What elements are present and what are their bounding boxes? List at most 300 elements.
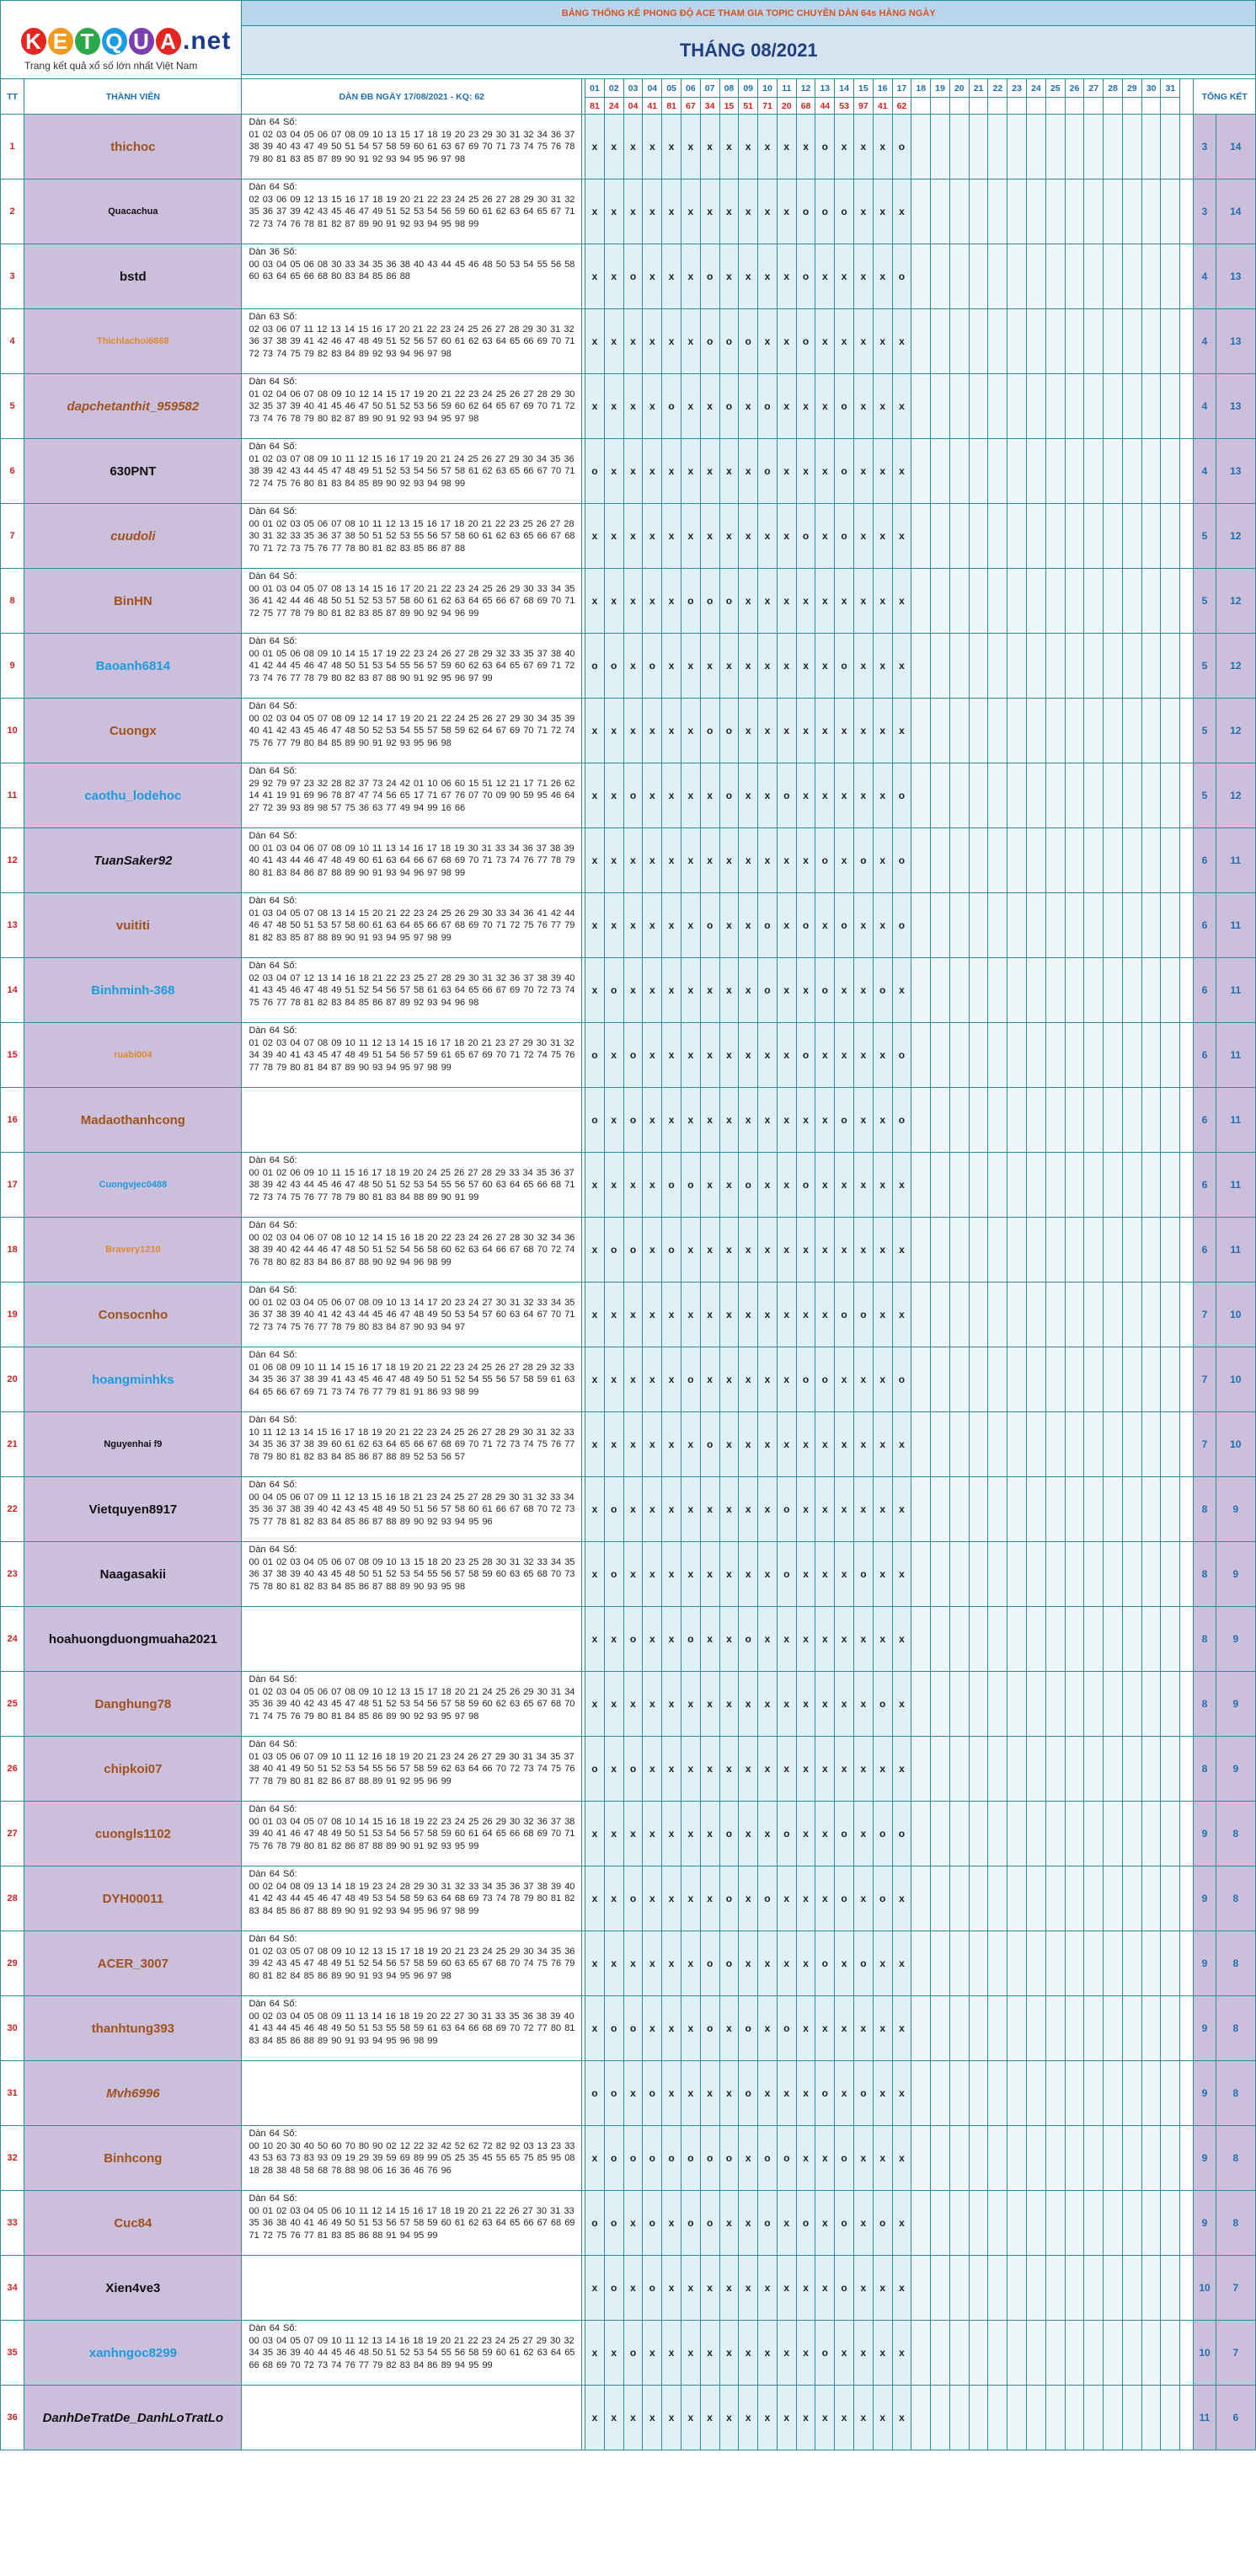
member-name[interactable]: thanhtung393: [24, 1996, 242, 2061]
row-sep: [1180, 1996, 1194, 2061]
day-mark: [969, 2126, 988, 2191]
row-sep: [1180, 2126, 1194, 2191]
dan-values: 01 02 03 05 07 08 09 10 12 13 15 17 18 19 20 21 23 24 25 29 30 34 35 36 39 42 43 45 47 48 49 51 52 54 56 57 58 59 60 63 65 67 68 70 74 75 76 79 80 81 82 84 85 86 89 90 91 93 94 95 96 97 98: [249, 1946, 575, 1981]
total-hit: 9: [1216, 1542, 1255, 1607]
day-mark: x: [739, 1931, 758, 1996]
day-mark: [988, 634, 1007, 699]
day-mark: [1122, 2256, 1141, 2321]
day-mark: [969, 115, 988, 179]
day-mark: x: [719, 1218, 739, 1283]
day-mark: o: [835, 634, 854, 699]
day-mark: [988, 115, 1007, 179]
day-mark: [1045, 374, 1065, 439]
day-mark: x: [643, 1802, 662, 1866]
day-mark: x: [758, 1283, 778, 1347]
row-sep: [1180, 2191, 1194, 2256]
dan-label: Dàn 64 Số:: [249, 1804, 297, 1814]
day-mark: x: [681, 309, 700, 374]
day-mark: [911, 1412, 931, 1477]
day-mark: x: [643, 699, 662, 763]
day-mark: [931, 2191, 950, 2256]
member-name[interactable]: Cuongx: [24, 699, 242, 763]
dan-label: Dàn 64 Số:: [249, 571, 297, 581]
day-mark: [1161, 309, 1180, 374]
member-name[interactable]: Naagasakii: [24, 1542, 242, 1607]
day-mark: x: [796, 699, 815, 763]
day-mark: [988, 1737, 1007, 1802]
day-mark: [1045, 569, 1065, 634]
member-name[interactable]: Mvh6996: [24, 2061, 242, 2126]
member-name[interactable]: Vietquyen8917: [24, 1477, 242, 1542]
day-mark: [1141, 1347, 1161, 1412]
day-mark: [1104, 569, 1123, 634]
logo-area[interactable]: [1, 1, 242, 79]
member-name[interactable]: ACER_3007: [24, 1931, 242, 1996]
day-mark: x: [739, 439, 758, 504]
day-mark: x: [719, 2191, 739, 2256]
dan-numbers: [242, 2256, 582, 2321]
day-mark: x: [777, 309, 796, 374]
dan-numbers: [242, 1931, 582, 1996]
day-mark: o: [892, 763, 911, 828]
day-mark: x: [892, 1737, 911, 1802]
day-mark: [988, 1023, 1007, 1088]
day-mark: x: [796, 2321, 815, 2386]
day-mark: [1122, 828, 1141, 893]
day-mark: o: [662, 1153, 681, 1218]
dan-label: Dàn 64 Số:: [249, 117, 297, 127]
day-mark: x: [681, 1477, 700, 1542]
day-header: 28: [1104, 79, 1123, 98]
day-mark: [931, 1866, 950, 1931]
day-mark: [1045, 893, 1065, 958]
day-mark: x: [700, 115, 719, 179]
day-mark: [1027, 2191, 1046, 2256]
day-mark: x: [623, 309, 643, 374]
day-mark: [1122, 1088, 1141, 1153]
day-mark: o: [643, 2191, 662, 2256]
day-mark: [1084, 115, 1104, 179]
day-mark: o: [700, 1931, 719, 1996]
day-result: 81: [585, 98, 605, 115]
day-mark: x: [585, 958, 605, 1023]
day-mark: x: [739, 2386, 758, 2450]
member-name[interactable]: Thichlachoi6868: [24, 309, 242, 374]
day-mark: [949, 2191, 969, 2256]
day-mark: x: [892, 1283, 911, 1347]
day-mark: x: [585, 1347, 605, 1412]
total-miss: 8: [1194, 1477, 1216, 1542]
member-name[interactable]: DYH00011: [24, 1866, 242, 1931]
member-name[interactable]: cuongls1102: [24, 1802, 242, 1866]
day-mark: [1065, 374, 1084, 439]
day-mark: x: [853, 893, 873, 958]
day-mark: o: [700, 893, 719, 958]
member-name[interactable]: thichoc: [24, 115, 242, 179]
day-mark: [988, 1607, 1007, 1672]
day-mark: x: [853, 244, 873, 309]
total-miss: 5: [1194, 763, 1216, 828]
day-mark: x: [815, 1672, 835, 1737]
day-mark: x: [777, 244, 796, 309]
dan-values: 01 06 08 09 10 11 14 15 16 17 18 19 20 21 22 23 24 25 26 27 28 29 32 33 34 35 36 37 38 39 41 43 45 46 47 48 49 50 51 52 54 55 56 57 58 59 61 63 64 65 66 67 69 71 73 74 76 77 79 81 91 86 93 98 99: [249, 1362, 575, 1397]
day-mark: x: [643, 115, 662, 179]
day-mark: [969, 309, 988, 374]
day-mark: x: [739, 569, 758, 634]
day-mark: o: [719, 1931, 739, 1996]
day-mark: x: [643, 1088, 662, 1153]
day-mark: o: [585, 2061, 605, 2126]
member-name[interactable]: vuititi: [24, 893, 242, 958]
day-mark: x: [739, 1218, 758, 1283]
row-number: 2: [1, 179, 24, 244]
day-mark: [1104, 1931, 1123, 1996]
day-mark: [1007, 504, 1027, 569]
day-mark: [1065, 1996, 1084, 2061]
day-mark: x: [604, 699, 623, 763]
day-header: 08: [719, 79, 739, 98]
day-mark: [969, 1866, 988, 1931]
day-mark: x: [662, 1996, 681, 2061]
day-mark: [988, 1672, 1007, 1737]
logo-wordmark: [21, 15, 241, 60]
day-mark: o: [739, 309, 758, 374]
day-mark: [1122, 1023, 1141, 1088]
day-mark: [949, 309, 969, 374]
day-mark: o: [873, 1672, 892, 1737]
day-mark: [1065, 1153, 1084, 1218]
day-mark: [949, 763, 969, 828]
day-mark: x: [700, 1542, 719, 1607]
day-mark: [1104, 1412, 1123, 1477]
day-mark: x: [873, 634, 892, 699]
day-mark: [1104, 115, 1123, 179]
day-mark: [1007, 1542, 1027, 1607]
day-mark: x: [623, 504, 643, 569]
day-mark: x: [796, 569, 815, 634]
day-mark: [931, 1931, 950, 1996]
member-name[interactable]: Consocnho: [24, 1283, 242, 1347]
member-name[interactable]: xanhngoc8299: [24, 2321, 242, 2386]
day-mark: x: [719, 1412, 739, 1477]
day-mark: o: [892, 115, 911, 179]
member-name[interactable]: hoangminhks: [24, 1347, 242, 1412]
day-mark: x: [739, 179, 758, 244]
day-mark: x: [739, 2191, 758, 2256]
dan-values: 00 02 03 04 06 07 08 10 12 14 15 16 18 20 22 23 24 26 27 28 30 32 34 36 38 39 40 42 44 46 47 48 50 51 52 54 56 58 60 62 63 64 66 67 68 70 72 74 76 78 80 82 83 84 86 87 88 90 92 94 96 98 99: [249, 1232, 575, 1267]
day-mark: [1141, 1477, 1161, 1542]
day-mark: [1141, 2386, 1161, 2450]
day-mark: [1045, 1347, 1065, 1412]
total-hit: 12: [1216, 634, 1255, 699]
dan-values: 00 01 02 03 05 06 07 08 10 11 12 13 15 16 17 18 20 21 22 23 25 26 27 28 30 31 32 33 35 36 37 38 50 51 52 53 55 56 57 58 60 61 62 63 65 66 67 68 70 71 72 73 75 76 77 78 80 81 82 83 85 86 87 88: [249, 518, 575, 554]
dan-label: Dàn 64 Số:: [249, 377, 297, 387]
day-mark: x: [853, 763, 873, 828]
day-mark: x: [892, 1672, 911, 1737]
day-mark: x: [815, 2191, 835, 2256]
day-mark: x: [739, 1477, 758, 1542]
day-mark: [1141, 958, 1161, 1023]
dan-numbers: [242, 2386, 582, 2450]
member-name[interactable]: Danghung78: [24, 1672, 242, 1737]
day-mark: [1045, 1218, 1065, 1283]
day-mark: x: [719, 1153, 739, 1218]
day-mark: x: [892, 1866, 911, 1931]
member-name[interactable]: bstd: [24, 244, 242, 309]
day-mark: [949, 1866, 969, 1931]
day-mark: x: [643, 1347, 662, 1412]
dan-numbers: [242, 504, 582, 569]
row-number: 24: [1, 1607, 24, 1672]
row-sep: [1180, 1023, 1194, 1088]
day-mark: o: [623, 244, 643, 309]
day-mark: x: [815, 244, 835, 309]
day-mark: x: [739, 115, 758, 179]
day-mark: [1122, 1218, 1141, 1283]
dan-numbers: [242, 439, 582, 504]
member-name[interactable]: Madaothanhcong: [24, 1088, 242, 1153]
member-name[interactable]: hoahuongduongmuaha2021: [24, 1607, 242, 1672]
day-mark: [1065, 244, 1084, 309]
day-mark: [911, 1088, 931, 1153]
day-mark: x: [758, 1153, 778, 1218]
row-sep: [1180, 2386, 1194, 2450]
row-sep: [1180, 1283, 1194, 1347]
day-mark: x: [662, 115, 681, 179]
day-mark: [1084, 828, 1104, 893]
day-mark: x: [873, 1218, 892, 1283]
dan-label: Dàn 64 Số:: [249, 2323, 297, 2333]
member-name[interactable]: ruabi004: [24, 1023, 242, 1088]
day-mark: x: [835, 2321, 854, 2386]
day-mark: [1084, 1218, 1104, 1283]
dan-label: Dàn 64 Số:: [249, 896, 297, 906]
row-number: 1: [1, 115, 24, 179]
day-mark: x: [662, 1088, 681, 1153]
day-mark: o: [892, 1802, 911, 1866]
day-mark: [1141, 763, 1161, 828]
day-mark: x: [604, 569, 623, 634]
day-mark: [931, 1283, 950, 1347]
day-mark: [1122, 763, 1141, 828]
table-row: [1, 1996, 1256, 2061]
day-mark: [1122, 1737, 1141, 1802]
day-mark: x: [643, 1412, 662, 1477]
member-name[interactable]: BinHN: [24, 569, 242, 634]
day-mark: x: [719, 1607, 739, 1672]
day-mark: [1141, 1283, 1161, 1347]
day-mark: x: [604, 763, 623, 828]
day-mark: o: [815, 179, 835, 244]
day-mark: o: [585, 2191, 605, 2256]
member-name[interactable]: Cuongvjec0488: [24, 1153, 242, 1218]
day-mark: x: [700, 504, 719, 569]
dan-values: 00 03 04 05 06 08 30 33 34 35 36 38 40 43 44 45 46 48 50 53 54 55 56 58 60 63 64 65 66 68 80 83 84 85 86 88: [249, 259, 575, 281]
day-mark: x: [700, 634, 719, 699]
day-mark: x: [892, 1153, 911, 1218]
day-mark: x: [643, 179, 662, 244]
dan-numbers: [242, 1153, 582, 1218]
day-mark: [1065, 2191, 1084, 2256]
day-mark: x: [585, 1607, 605, 1672]
day-mark: o: [777, 1542, 796, 1607]
day-mark: [1045, 115, 1065, 179]
day-mark: [1104, 1477, 1123, 1542]
day-mark: [911, 439, 931, 504]
logo-letter: Q: [102, 28, 127, 55]
day-mark: x: [853, 2191, 873, 2256]
day-mark: o: [585, 1737, 605, 1802]
total-miss: 9: [1194, 1996, 1216, 2061]
table-row: [1, 1607, 1256, 1672]
day-mark: [931, 763, 950, 828]
day-mark: x: [853, 699, 873, 763]
logo-letter: U: [129, 28, 154, 55]
day-mark: [931, 115, 950, 179]
member-name[interactable]: TuanSaker92: [24, 828, 242, 893]
logo-letter: A: [156, 28, 181, 55]
member-name[interactable]: chipkoi07: [24, 1737, 242, 1802]
day-mark: [988, 763, 1007, 828]
table-row: [1, 1802, 1256, 1866]
member-name[interactable]: caothu_lodehoc: [24, 763, 242, 828]
day-mark: [988, 1283, 1007, 1347]
day-mark: [911, 828, 931, 893]
member-name[interactable]: DanhDeTratDe_DanhLoTratLo: [24, 2386, 242, 2450]
member-name[interactable]: Xien4ve3: [24, 2256, 242, 2321]
day-mark: x: [662, 244, 681, 309]
day-mark: [1045, 2191, 1065, 2256]
day-mark: [969, 1931, 988, 1996]
site-logo[interactable]: [1, 15, 241, 72]
day-mark: [949, 2321, 969, 2386]
total-miss: 6: [1194, 958, 1216, 1023]
day-mark: o: [796, 1023, 815, 1088]
table-row: [1, 569, 1256, 634]
day-mark: o: [815, 1347, 835, 1412]
day-mark: x: [662, 1023, 681, 1088]
day-mark: x: [777, 1088, 796, 1153]
day-mark: x: [681, 1672, 700, 1737]
day-mark: x: [585, 1218, 605, 1283]
day-mark: x: [604, 1737, 623, 1802]
day-mark: x: [623, 2256, 643, 2321]
day-mark: x: [758, 309, 778, 374]
day-mark: [1007, 1218, 1027, 1283]
day-mark: [1027, 569, 1046, 634]
day-mark: x: [739, 1283, 758, 1347]
day-mark: [1122, 244, 1141, 309]
day-mark: [1141, 1088, 1161, 1153]
member-name[interactable]: 630PNT: [24, 439, 242, 504]
day-mark: x: [835, 2386, 854, 2450]
day-mark: x: [719, 1672, 739, 1737]
day-mark: o: [739, 1607, 758, 1672]
row-sep: [1180, 244, 1194, 309]
row-sep: [1180, 958, 1194, 1023]
member-name[interactable]: Binhminh-368: [24, 958, 242, 1023]
day-mark: o: [585, 1023, 605, 1088]
day-mark: [931, 2386, 950, 2450]
member-name[interactable]: Nguyenhai f9: [24, 1412, 242, 1477]
dan-label: Dàn 64 Số:: [249, 1545, 297, 1555]
member-name[interactable]: Bravery1210: [24, 1218, 242, 1283]
day-mark: [1007, 179, 1027, 244]
day-mark: [1141, 2126, 1161, 2191]
day-mark: [949, 179, 969, 244]
day-mark: x: [815, 699, 835, 763]
day-mark: [1027, 1996, 1046, 2061]
day-mark: x: [815, 309, 835, 374]
day-mark: x: [719, 115, 739, 179]
row-number: 36: [1, 2386, 24, 2450]
member-name[interactable]: Binhcong: [24, 2126, 242, 2191]
day-mark: [1065, 1931, 1084, 1996]
member-name[interactable]: Quacachua: [24, 179, 242, 244]
row-number: 21: [1, 1412, 24, 1477]
day-mark: o: [892, 1088, 911, 1153]
day-mark: x: [585, 828, 605, 893]
day-mark: [969, 634, 988, 699]
day-mark: x: [853, 2126, 873, 2191]
member-name[interactable]: dapchetanthit_959582: [24, 374, 242, 439]
day-mark: [1065, 179, 1084, 244]
day-mark: o: [604, 634, 623, 699]
day-mark: x: [643, 439, 662, 504]
dan-numbers: [242, 1672, 582, 1737]
dan-values: 00 03 04 05 07 09 10 11 12 13 14 16 18 19 20 21 22 23 24 25 27 29 30 32 34 35 36 39 40 44 45 46 48 50 51 52 53 54 55 56 58 59 60 61 62 63 64 65 66 68 69 70 72 73 74 76 77 79 82 83 84 86 89 94 95 99: [249, 2335, 575, 2370]
day-mark: x: [873, 1283, 892, 1347]
day-mark: o: [815, 828, 835, 893]
dan-values: 02 03 06 09 12 13 15 16 17 18 19 20 21 22 23 24 25 26 27 28 29 30 31 32 35 36 37 39 42 43 45 46 47 49 51 52 53 54 56 59 60 61 62 63 64 65 67 71 72 73 74 76 78 81 82 87 89 90 91 92 93 94 95 98 99: [249, 194, 575, 229]
day-mark: x: [835, 1347, 854, 1412]
member-name[interactable]: Cuc84: [24, 2191, 242, 2256]
day-mark: [1122, 309, 1141, 374]
day-mark: x: [585, 1153, 605, 1218]
day-mark: x: [853, 2386, 873, 2450]
row-number: 33: [1, 2191, 24, 2256]
member-name[interactable]: cuudoli: [24, 504, 242, 569]
day-mark: [1141, 1023, 1161, 1088]
day-mark: [969, 374, 988, 439]
row-number: 32: [1, 2126, 24, 2191]
total-hit: 13: [1216, 309, 1255, 374]
day-mark: x: [585, 1802, 605, 1866]
day-mark: [1161, 569, 1180, 634]
day-mark: [1122, 374, 1141, 439]
total-hit: 11: [1216, 828, 1255, 893]
day-mark: [1141, 1153, 1161, 1218]
day-mark: x: [873, 2386, 892, 2450]
day-mark: x: [873, 1412, 892, 1477]
day-mark: x: [777, 828, 796, 893]
day-mark: [1161, 439, 1180, 504]
member-name[interactable]: Baoanh6814: [24, 634, 242, 699]
day-mark: [969, 1023, 988, 1088]
day-mark: [1084, 374, 1104, 439]
day-mark: [1141, 244, 1161, 309]
total-miss: 9: [1194, 1802, 1216, 1866]
day-mark: x: [777, 2321, 796, 2386]
total-miss: 4: [1194, 244, 1216, 309]
day-mark: [1141, 569, 1161, 634]
day-mark: [1045, 1802, 1065, 1866]
day-mark: x: [873, 179, 892, 244]
dan-values: 29 92 79 97 23 32 28 82 37 73 24 42 01 10 06 60 15 51 12 21 17 71 26 62 14 41 19 91 69 96 78 87 47 74 56 65 17 71 67 76 07 70 09 90 59 95 46 64 27 72 39 93 89 98 57 75 36 63 77 49 94 99 16 66: [249, 778, 575, 813]
day-mark: x: [681, 1023, 700, 1088]
dan-values: 01 02 03 04 07 08 09 10 11 12 13 14 15 16 17 18 20 21 23 27 29 30 31 32 34 39 40 41 43 45 47 48 49 51 54 56 57 59 61 65 67 69 70 71 72 74 75 76 77 78 79 80 81 84 87 89 90 93 94 95 97 98 99: [249, 1037, 575, 1073]
dan-numbers: [242, 1996, 582, 2061]
